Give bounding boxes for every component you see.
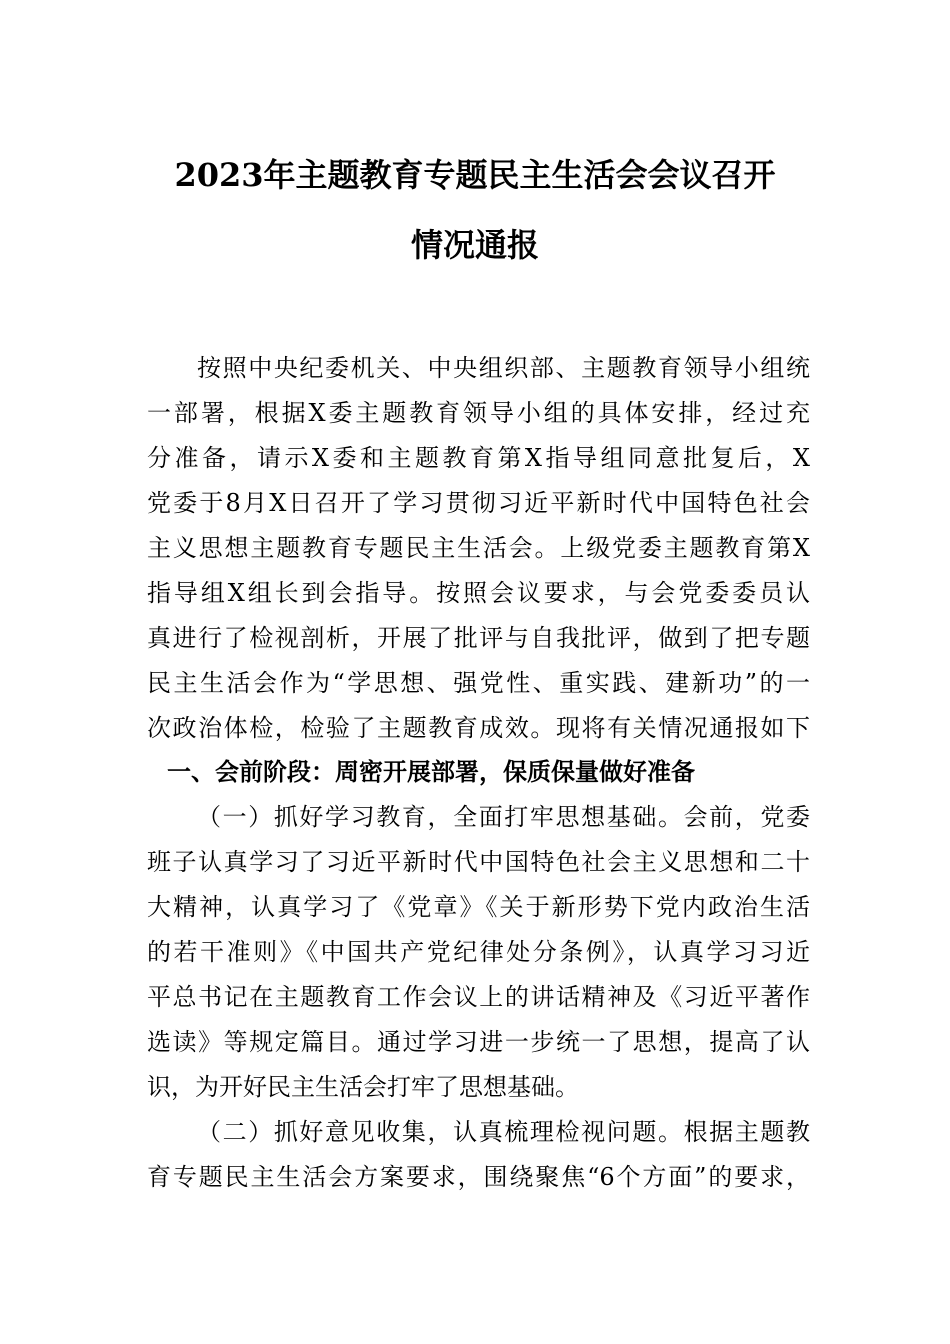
- paragraph-1-line-4: 党委于8月X日召开了学习贯彻习近平新时代中国特色社会: [147, 489, 810, 517]
- paragraph-2-line-6: 选读》等规定篇目。通过学习进一步统一了思想，提高了认: [147, 1028, 810, 1056]
- paragraph-1-line-6: 指导组X组长到会指导。按照会议要求，与会党委委员认: [147, 579, 810, 607]
- paragraph-1-line-2: 一部署，根据X委主题教育领导小组的具体安排，经过充: [147, 399, 810, 427]
- paragraph-3-line-1: （二）抓好意见收集，认真梳理检视问题。根据主题教: [197, 1118, 810, 1146]
- paragraph-2-line-3: 大精神，认真学习了《党章》《关于新形势下党内政治生活: [147, 893, 810, 921]
- paragraph-1-line-1: 按照中央纪委机关、中央组织部、主题教育领导小组统: [197, 354, 810, 382]
- paragraph-2-line-5: 平总书记在主题教育工作会议上的讲话精神及《习近平著作: [147, 983, 810, 1011]
- paragraph-2-line-1: （一）抓好学习教育，全面打牢思想基础。会前，党委: [197, 803, 810, 831]
- paragraph-2-line-2: 班子认真学习了习近平新时代中国特色社会主义思想和二十: [147, 848, 810, 876]
- paragraph-1-line-9: 次政治体检，检验了主题教育成效。现将有关情况通报如下: [147, 714, 810, 742]
- document-title-line-2: 情况通报: [410, 226, 539, 264]
- paragraph-1-line-7: 真进行了检视剖析，开展了批评与自我批评，做到了把专题: [147, 624, 810, 652]
- paragraph-1-line-5: 主义思想主题教育专题民主生活会。上级党委主题教育第X: [147, 534, 810, 562]
- paragraph-2-line-4: 的若干准则》《中国共产党纪律处分条例》，认真学习习近: [147, 938, 810, 966]
- paragraph-2-line-7: 识，为开好民主生活会打牢了思想基础。: [147, 1073, 579, 1101]
- paragraph-3-line-2: 育专题民主生活会方案要求，围绕聚焦“6个方面”的要求，: [147, 1163, 810, 1191]
- paragraph-1-line-3: 分准备，请示X委和主题教育第X指导组同意批复后，X: [147, 444, 810, 472]
- section-1-heading: 一、会前阶段：周密开展部署，保质保量做好准备: [167, 758, 695, 786]
- document-title-line-1: 2023年主题教育专题民主生活会会议召开: [174, 156, 776, 194]
- paragraph-1-line-8: 民主生活会作为“学思想、强党性、重实践、建新功”的一: [147, 669, 810, 697]
